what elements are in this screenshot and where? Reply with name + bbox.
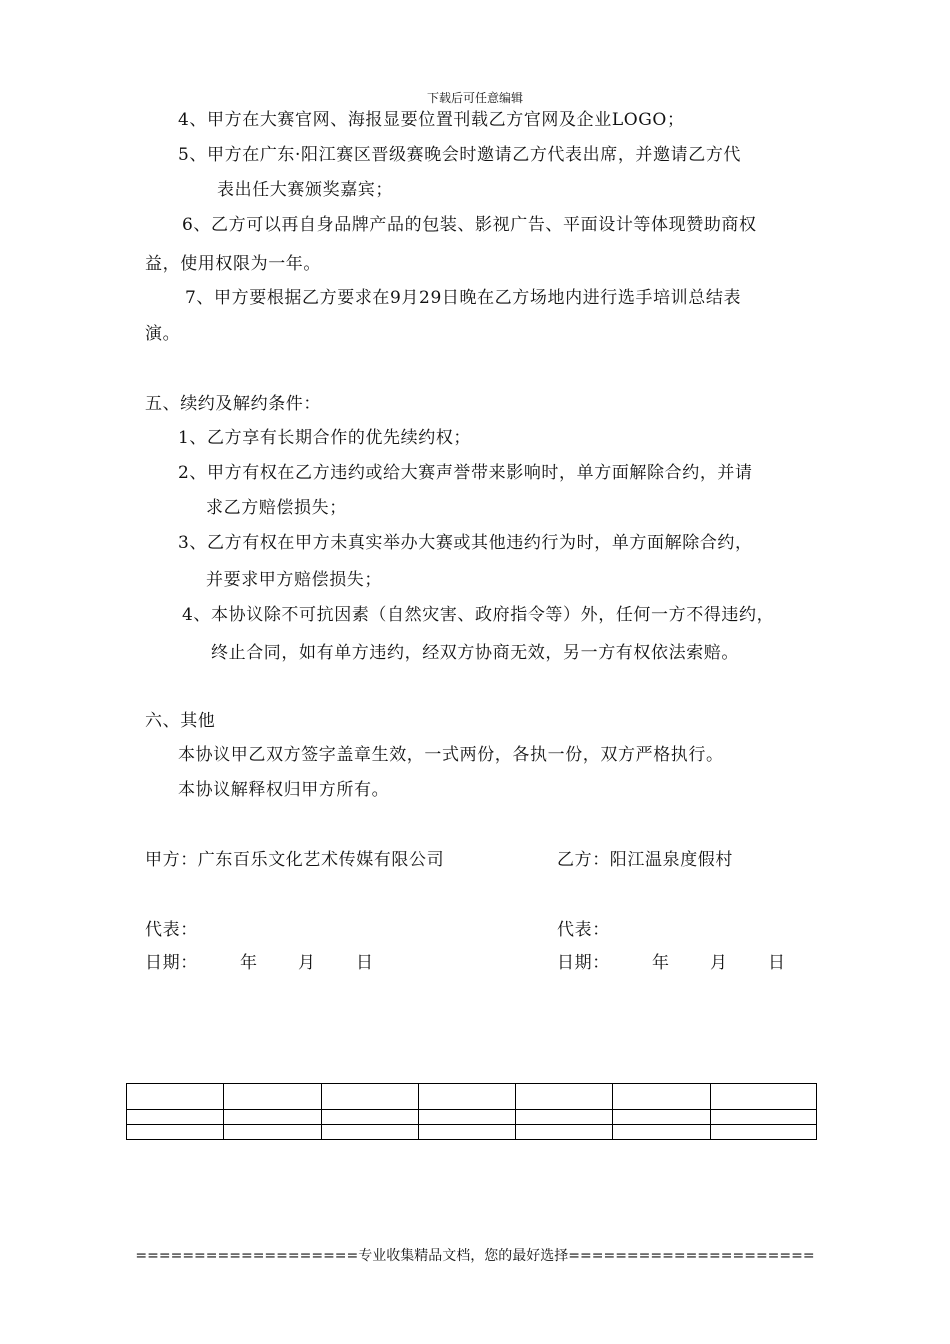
party-b-label: 乙方：阳江温泉度假村	[557, 850, 733, 870]
section-5-title: 五、续约及解约条件：	[145, 394, 321, 414]
clause-4-5-line2: 表出任大赛颁奖嘉宾；	[217, 180, 393, 200]
table-row	[127, 1125, 817, 1140]
table-cell	[516, 1084, 613, 1110]
footer-banner: ===================专业收集精品文档，您的最好选择=====================	[135, 1248, 815, 1264]
clause-4-6-line1: 6、乙方可以再自身品牌产品的包装、影视广告、平面设计等体现赞助商权	[182, 215, 757, 235]
table-cell	[127, 1110, 224, 1125]
table-cell	[127, 1084, 224, 1110]
section-6-line-2: 本协议解释权归甲方所有。	[178, 780, 390, 800]
party-a-label: 甲方：广东百乐文化艺术传媒有限公司	[145, 850, 445, 870]
party-a-year: 年	[240, 953, 258, 973]
header-note: 下载后可任意编辑	[426, 91, 523, 105]
party-a-month: 月	[298, 953, 316, 973]
table-cell	[613, 1110, 711, 1125]
clause-5-4-line2: 终止合同，如有单方违约，经双方协商无效，另一方有权依法索赔。	[211, 643, 739, 663]
clause-5-2-line1: 2、甲方有权在乙方违约或给大赛声誉带来影响时，单方面解除合约，并请	[178, 463, 753, 483]
party-b-date-label: 日期：	[557, 953, 610, 973]
party-b-year: 年	[652, 953, 670, 973]
clause-4-5-line1: 5、甲方在广东·阳江赛区晋级赛晚会时邀请乙方代表出席，并邀请乙方代	[178, 145, 742, 165]
clause-5-4-line1: 4、本协议除不可抗因素（自然灾害、政府指令等）外，任何一方不得违约，	[182, 605, 775, 625]
clause-5-2-line2: 求乙方赔偿损失；	[206, 498, 347, 518]
table-cell	[224, 1110, 322, 1125]
party-a-day: 日	[356, 953, 374, 973]
table-cell	[419, 1125, 516, 1140]
clause-5-3-line1: 3、乙方有权在甲方未真实举办大赛或其他违约行为时，单方面解除合约，	[178, 533, 753, 553]
section-6-line-1: 本协议甲乙双方签字盖章生效，一式两份，各执一份，双方严格执行。	[178, 745, 724, 765]
clause-4-6-line2: 益，使用权限为一年。	[145, 254, 321, 274]
table-row	[127, 1084, 817, 1110]
party-a-date-label: 日期：	[145, 953, 198, 973]
table-cell	[419, 1084, 516, 1110]
clause-4-4: 4、甲方在大赛官网、海报显要位置刊载乙方官网及企业LOGO；	[178, 110, 685, 130]
table-cell	[322, 1084, 419, 1110]
party-a-rep: 代表：	[145, 920, 198, 940]
table-cell	[224, 1125, 322, 1140]
table-cell	[613, 1125, 711, 1140]
empty-grid-table	[126, 1083, 817, 1140]
clause-4-7-line2: 演。	[145, 324, 181, 344]
party-b-rep: 代表：	[557, 920, 610, 940]
clause-4-7-line1: 7、甲方要根据乙方要求在9月29日晚在乙方场地内进行选手培训总结表	[185, 288, 742, 308]
table-cell	[322, 1125, 419, 1140]
clause-5-3-line2: 并要求甲方赔偿损失；	[206, 570, 382, 590]
table-cell	[419, 1110, 516, 1125]
table-cell	[613, 1084, 711, 1110]
clause-5-1: 1、乙方享有长期合作的优先续约权；	[178, 428, 472, 448]
table-cell	[516, 1110, 613, 1125]
table-cell	[711, 1110, 817, 1125]
table-cell	[711, 1125, 817, 1140]
table-row	[127, 1110, 817, 1125]
party-b-day: 日	[768, 953, 786, 973]
table-cell	[516, 1125, 613, 1140]
table-cell	[711, 1084, 817, 1110]
table-cell	[224, 1084, 322, 1110]
party-b-month: 月	[710, 953, 728, 973]
section-6-title: 六、其他	[145, 711, 216, 731]
table-cell	[127, 1125, 224, 1140]
table-cell	[322, 1110, 419, 1125]
